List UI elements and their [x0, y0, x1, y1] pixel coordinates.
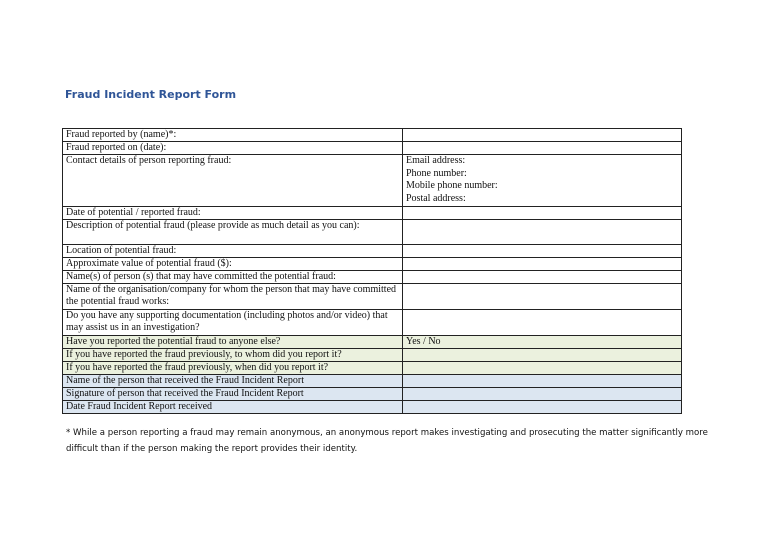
table-row	[63, 258, 682, 271]
field-label-value: Approximate value of potential fraud ($):	[63, 258, 403, 271]
field-value-reported-when[interactable]	[403, 362, 682, 375]
table-row	[63, 207, 682, 220]
contact-mobile-label: Mobile phone number:	[406, 180, 498, 191]
field-value-reported-on[interactable]	[403, 142, 682, 155]
field-value-contact-details[interactable]	[403, 155, 682, 207]
field-label-organisation: Name of the organisation/company for whom the person that may have committed the potential fraud works:	[63, 284, 403, 310]
table-row	[63, 271, 682, 284]
table-row	[63, 336, 682, 349]
field-value-description[interactable]	[403, 220, 682, 245]
field-value-organisation[interactable]	[403, 284, 682, 310]
field-value-fraud-date[interactable]	[403, 207, 682, 220]
field-value-suspects[interactable]	[403, 271, 682, 284]
field-value-reported-by[interactable]	[403, 129, 682, 142]
table-row	[63, 142, 682, 155]
table-row	[63, 310, 682, 336]
field-value-reported-to-whom[interactable]	[403, 349, 682, 362]
field-label-suspects: Name(s) of person (s) that may have committed the potential fraud:	[63, 271, 403, 284]
field-label-reported-to-whom: If you have reported the fraud previously, to whom did you report it?	[63, 349, 403, 362]
contact-email-label: Email address:	[406, 155, 466, 166]
table-row	[63, 284, 682, 310]
field-label-date-received: Date Fraud Incident Report received	[63, 401, 403, 414]
contact-postal-label: Postal address:	[406, 192, 466, 204]
table-row	[63, 349, 682, 362]
field-value-value[interactable]	[403, 258, 682, 271]
table-row	[63, 362, 682, 375]
field-label-reported-when: If you have reported the fraud previously, when did you report it?	[63, 362, 403, 375]
field-value-receiver-signature[interactable]	[403, 388, 682, 401]
field-label-receiver-name: Name of the person that received the Fraud Incident Report	[63, 375, 403, 388]
table-row	[63, 388, 682, 401]
field-value-documentation[interactable]	[403, 310, 682, 336]
field-value-location[interactable]	[403, 245, 682, 258]
field-label-reported-on: Fraud reported on (date):	[63, 142, 403, 155]
table-row	[63, 401, 682, 414]
fraud-report-table	[62, 128, 682, 414]
field-label-fraud-date: Date of potential / reported fraud:	[63, 207, 403, 220]
table-row	[63, 245, 682, 258]
field-label-contact-details: Contact details of person reporting fraud:	[63, 155, 403, 207]
table-row	[63, 155, 682, 207]
field-value-receiver-name[interactable]	[403, 375, 682, 388]
field-label-reported-by: Fraud reported by (name)*:	[63, 129, 403, 142]
field-value-yes-no[interactable]: Yes / No	[403, 336, 682, 349]
table-row	[63, 220, 682, 245]
field-label-reported-elsewhere: Have you reported the potential fraud to anyone else?	[63, 336, 403, 349]
field-value-date-received[interactable]	[403, 401, 682, 414]
anonymity-footnote: * While a person reporting a fraud may remain anonymous, an anonymous report makes investigating and prosecuting the matter significantly more difficult than if the person making the report provides their identity.	[66, 428, 708, 454]
table-row	[63, 129, 682, 142]
field-label-receiver-signature: Signature of person that received the Fraud Incident Report	[63, 388, 403, 401]
field-label-description: Description of potential fraud (please provide as much detail as you can):	[63, 220, 403, 245]
form-title: Fraud Incident Report Form	[65, 88, 237, 101]
field-label-documentation: Do you have any supporting documentation (including photos and/or video) that may assist us in an investigation?	[63, 310, 403, 336]
contact-phone-label: Phone number:	[406, 167, 467, 179]
field-label-location: Location of potential fraud:	[63, 245, 403, 258]
table-row	[63, 375, 682, 388]
